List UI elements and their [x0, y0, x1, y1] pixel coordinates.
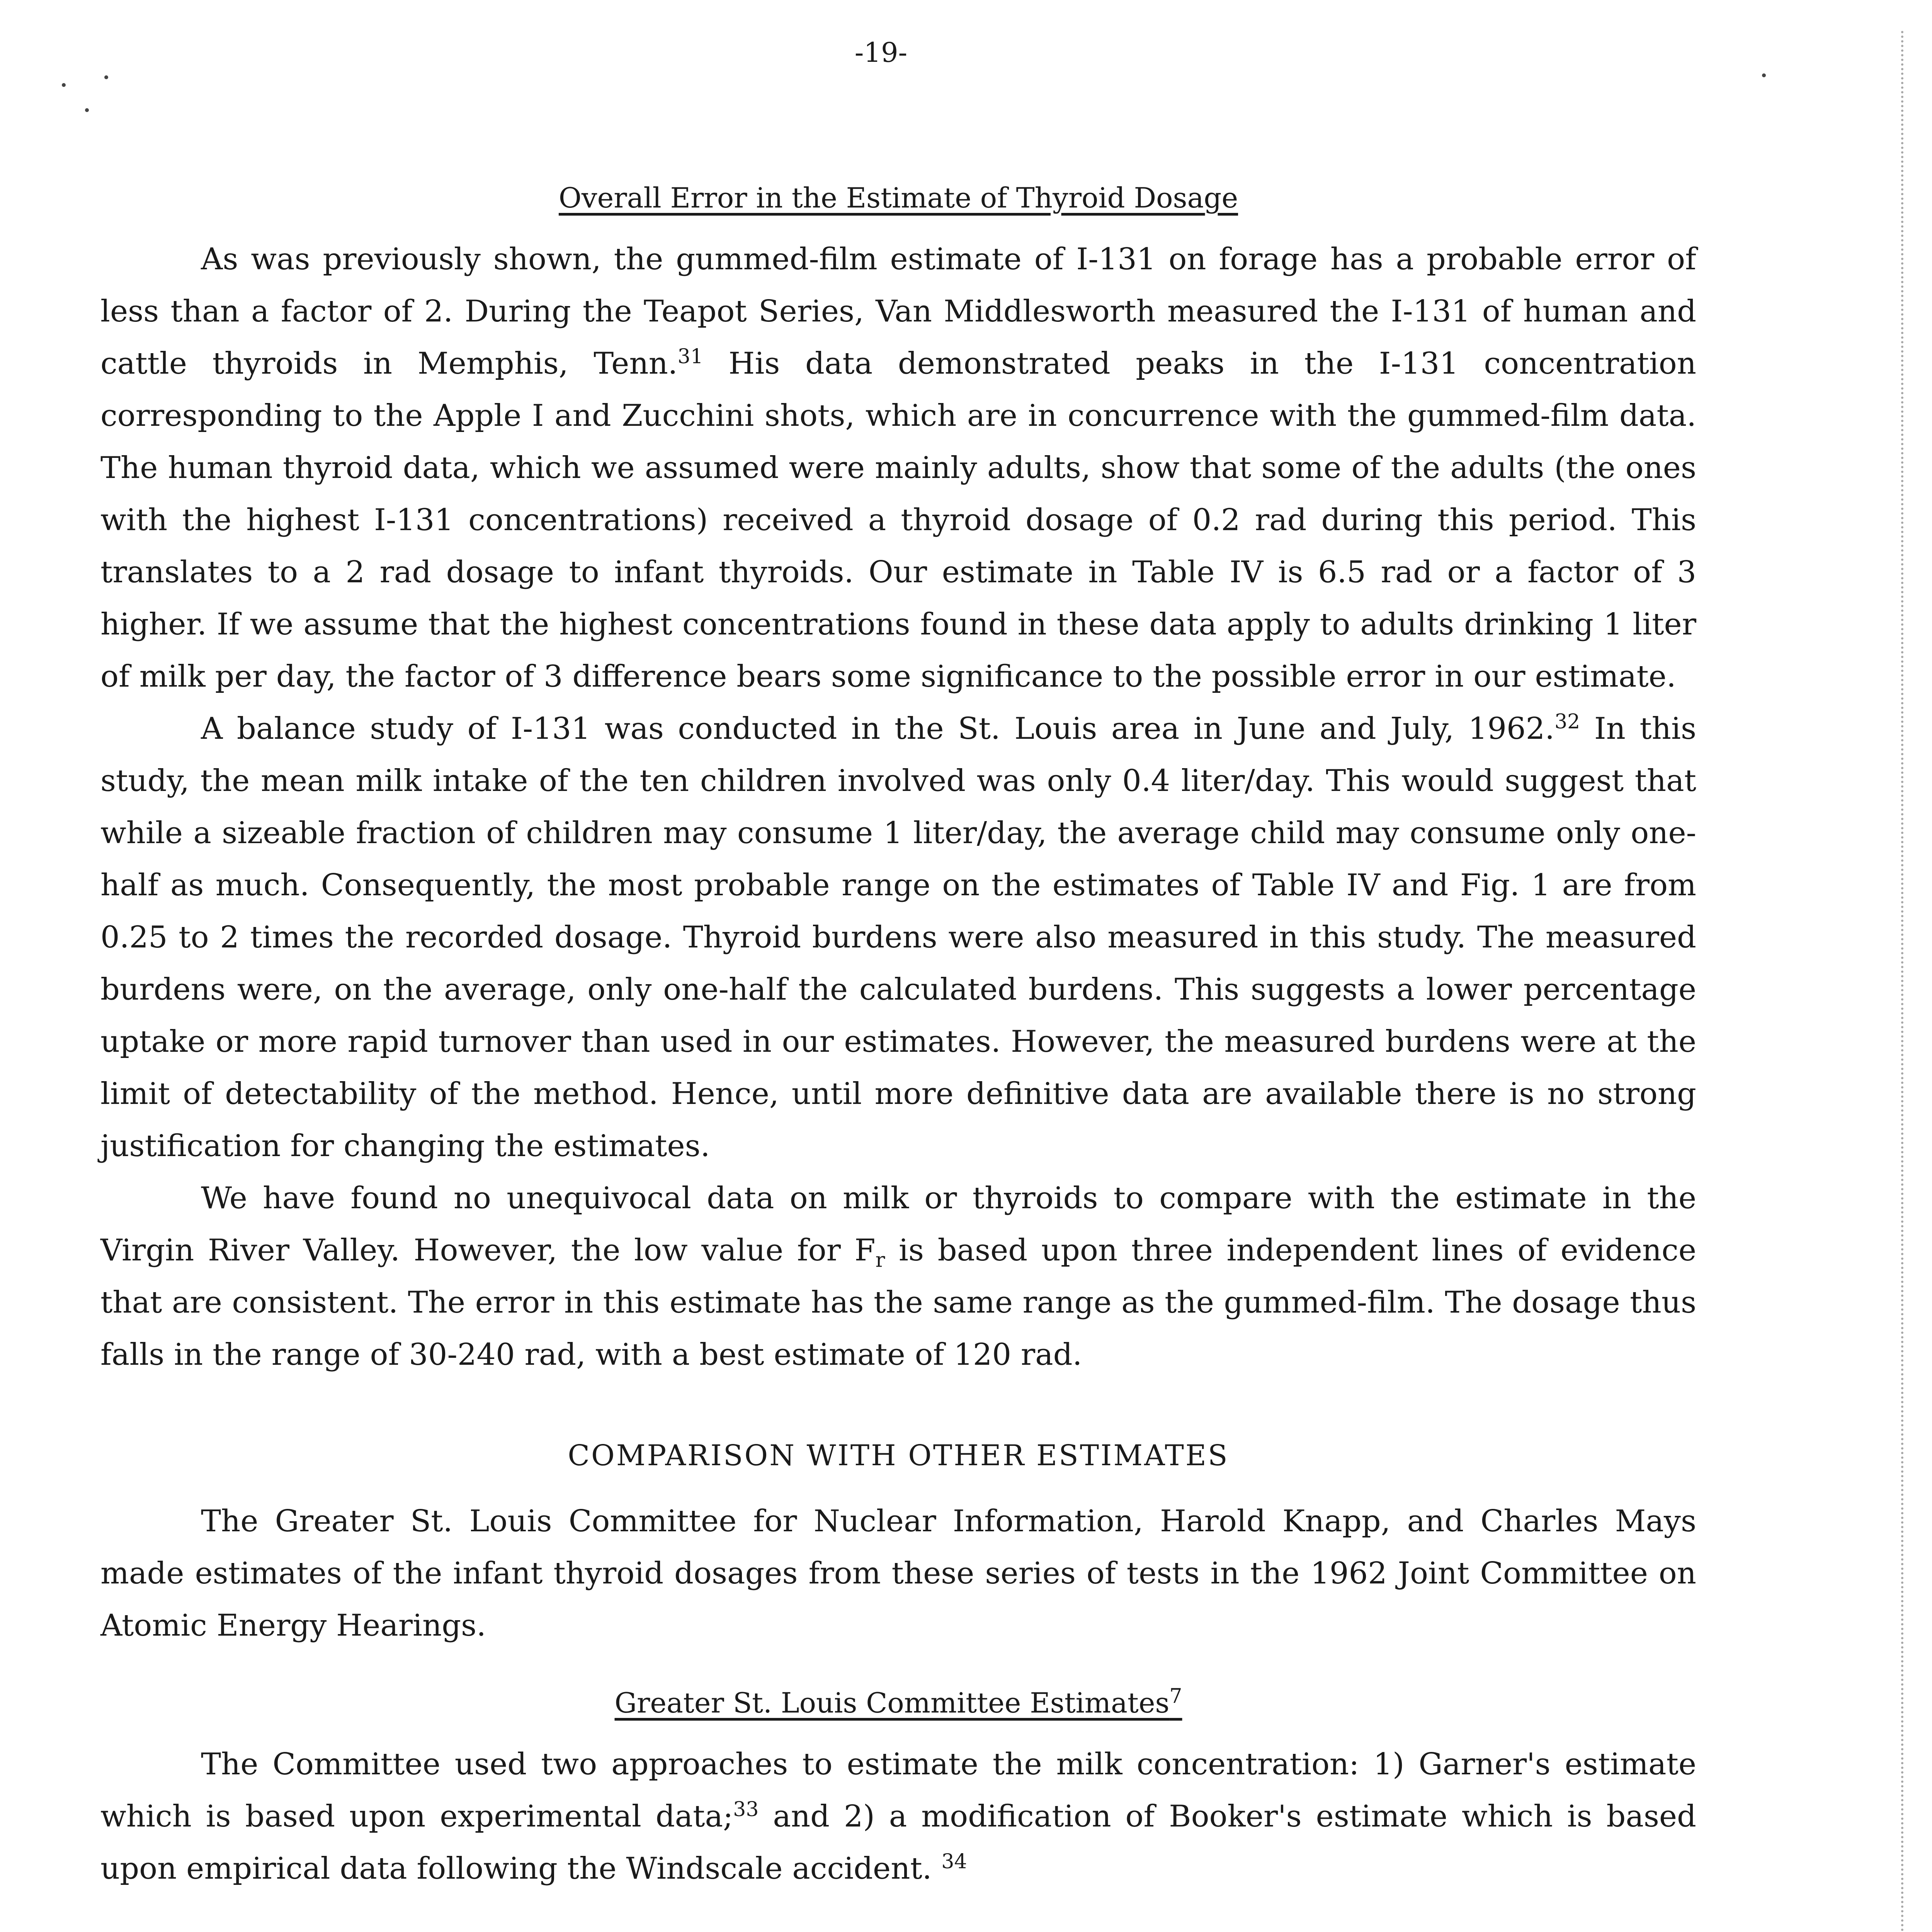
footnote-ref-32: 32 — [1554, 710, 1580, 733]
paragraph-text: A balance study of I-131 was conducted in the St. Louis area in June and July, 1962. — [201, 711, 1555, 746]
paragraph-text: As was previously shown, the gummed-film estimate of I-131 on forage has a probable error of less than a factor of 2. During the Teapot Series, Van Middlesworth measured the I-131 of human and cattle thyroids in Memphis, Tenn. — [100, 242, 1696, 381]
document-body — [100, 182, 1696, 1895]
paragraph-text: In this study, the mean milk intake of the ten children involved was only 0.4 liter/day. This would suggest that while a sizeable fraction of children may consume 1 liter/day, the average child may consume only one-half as much. Consequently, the most probable range on the estimates of Table IV and Fig. 1 are from 0.25 to 2 times the recorded dosage. Thyroid burdens were also measured in this study. The measured burdens were, on the average, only one-half the calculated burdens. This suggests a lower percentage uptake or more rapid turnover than used in our estimates. However, the measured burdens were at the limit of detectability of the method. Hence, until more definitive data are available there is no strong justification for changing the estimates. — [100, 711, 1696, 1163]
footnote-ref-7: 7 — [1169, 1685, 1182, 1708]
section-heading-comparison: COMPARISON WITH OTHER ESTIMATES — [568, 1439, 1229, 1472]
heading-text: Greater St. Louis Committee Estimates — [614, 1687, 1170, 1719]
scan-speck — [1762, 73, 1766, 77]
section-heading-overall-error: Overall Error in the Estimate of Thyroid Dosage — [558, 182, 1238, 214]
scan-right-edge — [1901, 31, 1915, 1932]
paragraph-greater-st-louis-1 — [100, 1738, 1696, 1895]
page-number: -19- — [854, 37, 908, 68]
paragraph-overall-error-3 — [100, 1172, 1696, 1381]
footnote-ref-33: 33 — [733, 1798, 759, 1821]
scan-speck — [62, 83, 66, 87]
paragraph-overall-error-2 — [100, 703, 1696, 1172]
scan-speck — [104, 75, 108, 79]
section-heading-greater-st-louis — [100, 1687, 1696, 1719]
paragraph-text: and 2) a modification of Booker's estimate which is based upon empirical data following the Windscale accident. — [100, 1799, 1696, 1886]
paragraph-text: We have found no unequivocal data on milk or thyroids to compare with the estimate in the Virgin River Valley. However, the low value for F — [100, 1181, 1696, 1268]
subscript-r: r — [875, 1248, 885, 1272]
paragraph-overall-error-1 — [100, 233, 1696, 703]
paragraph-text: His data demonstrated peaks in the I-131 concentration corresponding to the Apple I and Zucchini shots, which are in concurrence with the gummed-film data. The human thyroid data, which we assumed were mainly adults, show that some of the adults (the ones with the highest I-131 concentrations) received a thyroid dosage of 0.2 rad during this period. This translates to a 2 rad dosage to infant thyroids. Our estimate in Table IV is 6.5 rad or a factor of 3 higher. If we assume that the highest concentrations found in these data apply to adults drinking 1 liter of milk per day, the factor of 3 difference bears some significance to the possible error in our estimate. — [100, 346, 1696, 694]
scan-speck — [85, 108, 89, 112]
paragraph-comparison-1: The Greater St. Louis Committee for Nuclear Information, Harold Knapp, and Charles Mays made estimates of the infant thyroid dosages from these series of tests in the 1962 Joint Committee on Atomic Energy Hearings. — [100, 1504, 1696, 1643]
paragraph-text: is based upon three independent lines of evidence that are consistent. The error in this estimate has the same range as the gummed-film. The dosage thus falls in the range of 30-240 rad, with a best estimate of 120 rad. — [100, 1233, 1696, 1372]
paragraph-text: The Committee used two approaches to estimate the milk concentration: 1) Garner's estimate which is based upon experimental data; — [100, 1747, 1696, 1834]
footnote-ref-31: 31 — [677, 345, 703, 368]
footnote-ref-34: 34 — [941, 1850, 967, 1873]
